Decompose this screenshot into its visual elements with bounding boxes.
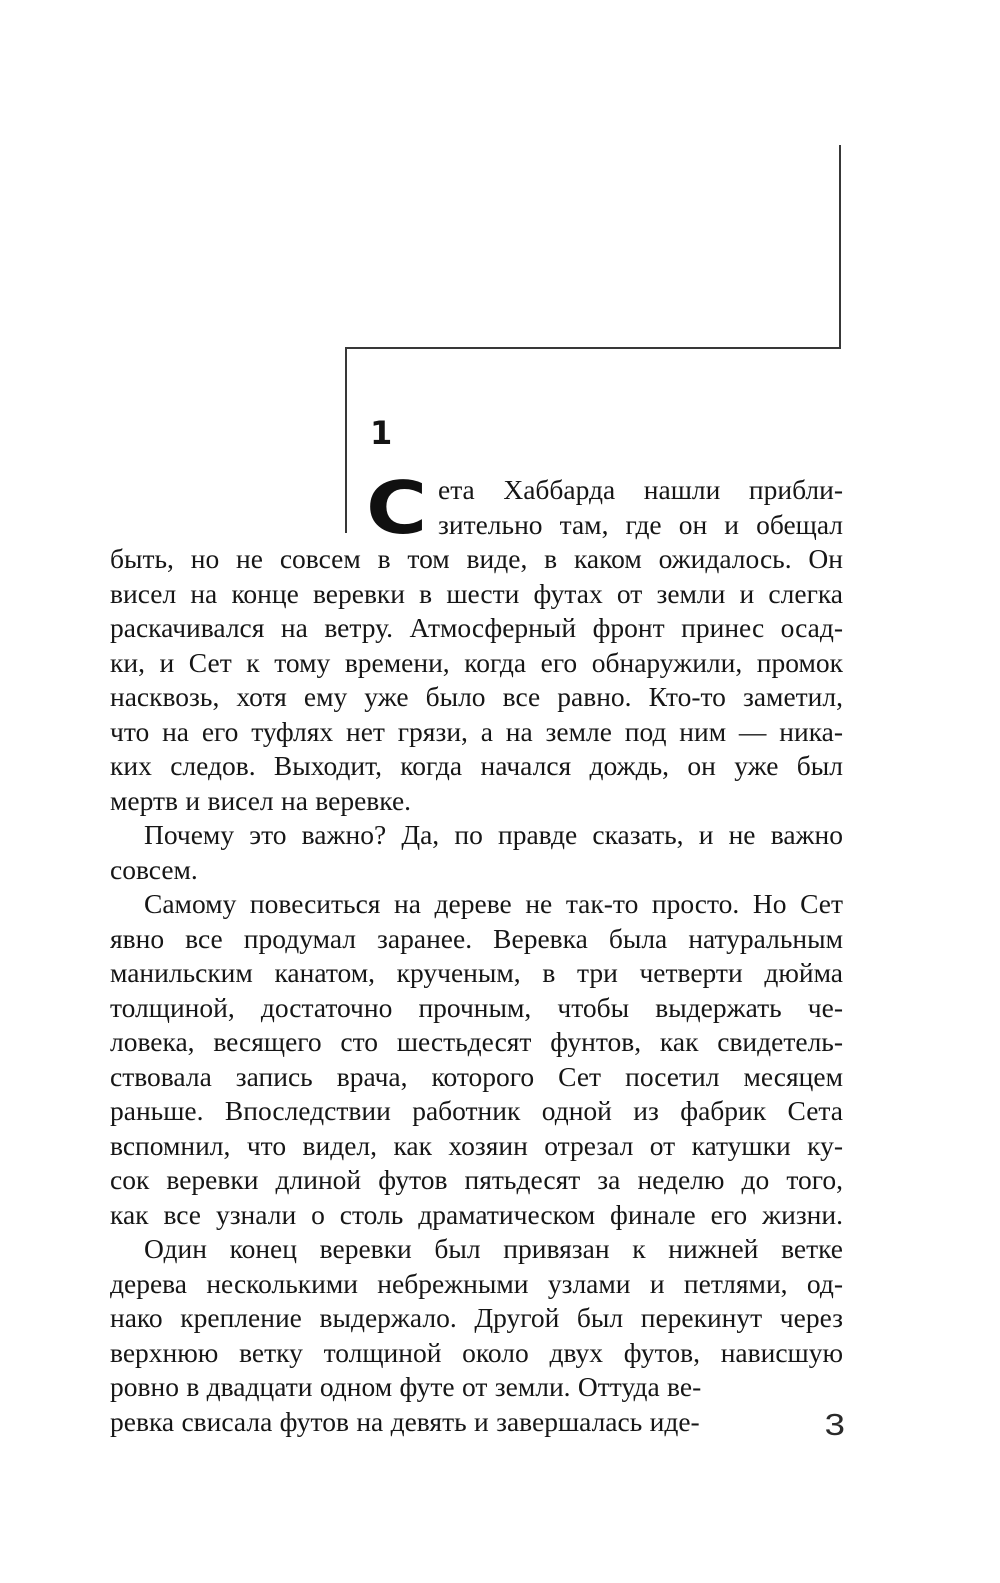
text-line: ствовала запись врача, которого Сет посетил месяцем: [110, 1060, 843, 1092]
text-line: Один конец веревки был привязан к нижней ветке: [144, 1233, 843, 1264]
text-line: быть, но не совсем в том виде, в каком ожидалось. Он: [110, 543, 843, 574]
text-line: вспомнил, что видел, как хозяин отрезал от катушки ку-: [110, 1129, 843, 1161]
text-line: ловека, весящего сто шестьдесят фунтов, как свидетель-: [110, 1026, 843, 1057]
text-line: совсем.: [110, 853, 198, 885]
text-line: толщиной, достаточно прочным, чтобы выдержать че-: [110, 991, 843, 1023]
text-line: зительно там, где он и обещал: [438, 508, 843, 540]
text-line: раскачивался на ветру. Атмосферный фронт принес осад-: [110, 612, 843, 643]
text-line: ета Хаббарда нашли прибли-: [438, 474, 843, 505]
text-line: ки, и Сет к тому времени, когда его обнаружили, промок: [110, 646, 843, 678]
text-line: ревка свисала футов на девять и завершалась иде-: [110, 1405, 700, 1437]
chapter-number: 1: [370, 414, 393, 452]
page-number: 3: [824, 1407, 845, 1442]
text-line: как все узнали о столь драматическом финале его жизни.: [110, 1198, 843, 1230]
text-line: манильским канатом, крученым, в три четверти дюйма: [110, 957, 843, 988]
text-line: висел на конце веревки в шести футах от земли и слегка: [110, 577, 843, 609]
text-line: раньше. Впоследствии работник одной из фабрик Сета: [110, 1095, 843, 1126]
text-line: Самому повеситься на дереве не так-то просто. Но Сет: [144, 888, 843, 919]
text-line: верхнюю ветку толщиной около двух футов, нависшую: [110, 1336, 843, 1368]
text-line: ровно в двадцати одном футе от земли. Оттуда ве-: [110, 1371, 702, 1402]
text-line: сок веревки длиной футов пятьдесят за неделю до того,: [110, 1164, 843, 1195]
text-line: ких следов. Выходит, когда начался дождь, он уже был: [110, 750, 843, 781]
text-line: мертв и висел на веревке.: [110, 784, 412, 816]
text-line: явно все продумал заранее. Веревка была натуральным: [110, 922, 843, 954]
text-line: дерева несколькими небрежными узлами и петлями, од-: [110, 1267, 843, 1299]
drop-cap: С: [366, 466, 428, 550]
text-line: насквозь, хотя ему уже было все равно. Кто-то заметил,: [110, 681, 843, 712]
text-line: Почему это важно? Да, по правде сказать, и не важно: [144, 819, 843, 850]
text-line: что на его туфлях нет грязи, а на земле под ним — ника-: [110, 715, 843, 747]
text-line: нако крепление выдержало. Другой был перекинут через: [110, 1302, 843, 1333]
